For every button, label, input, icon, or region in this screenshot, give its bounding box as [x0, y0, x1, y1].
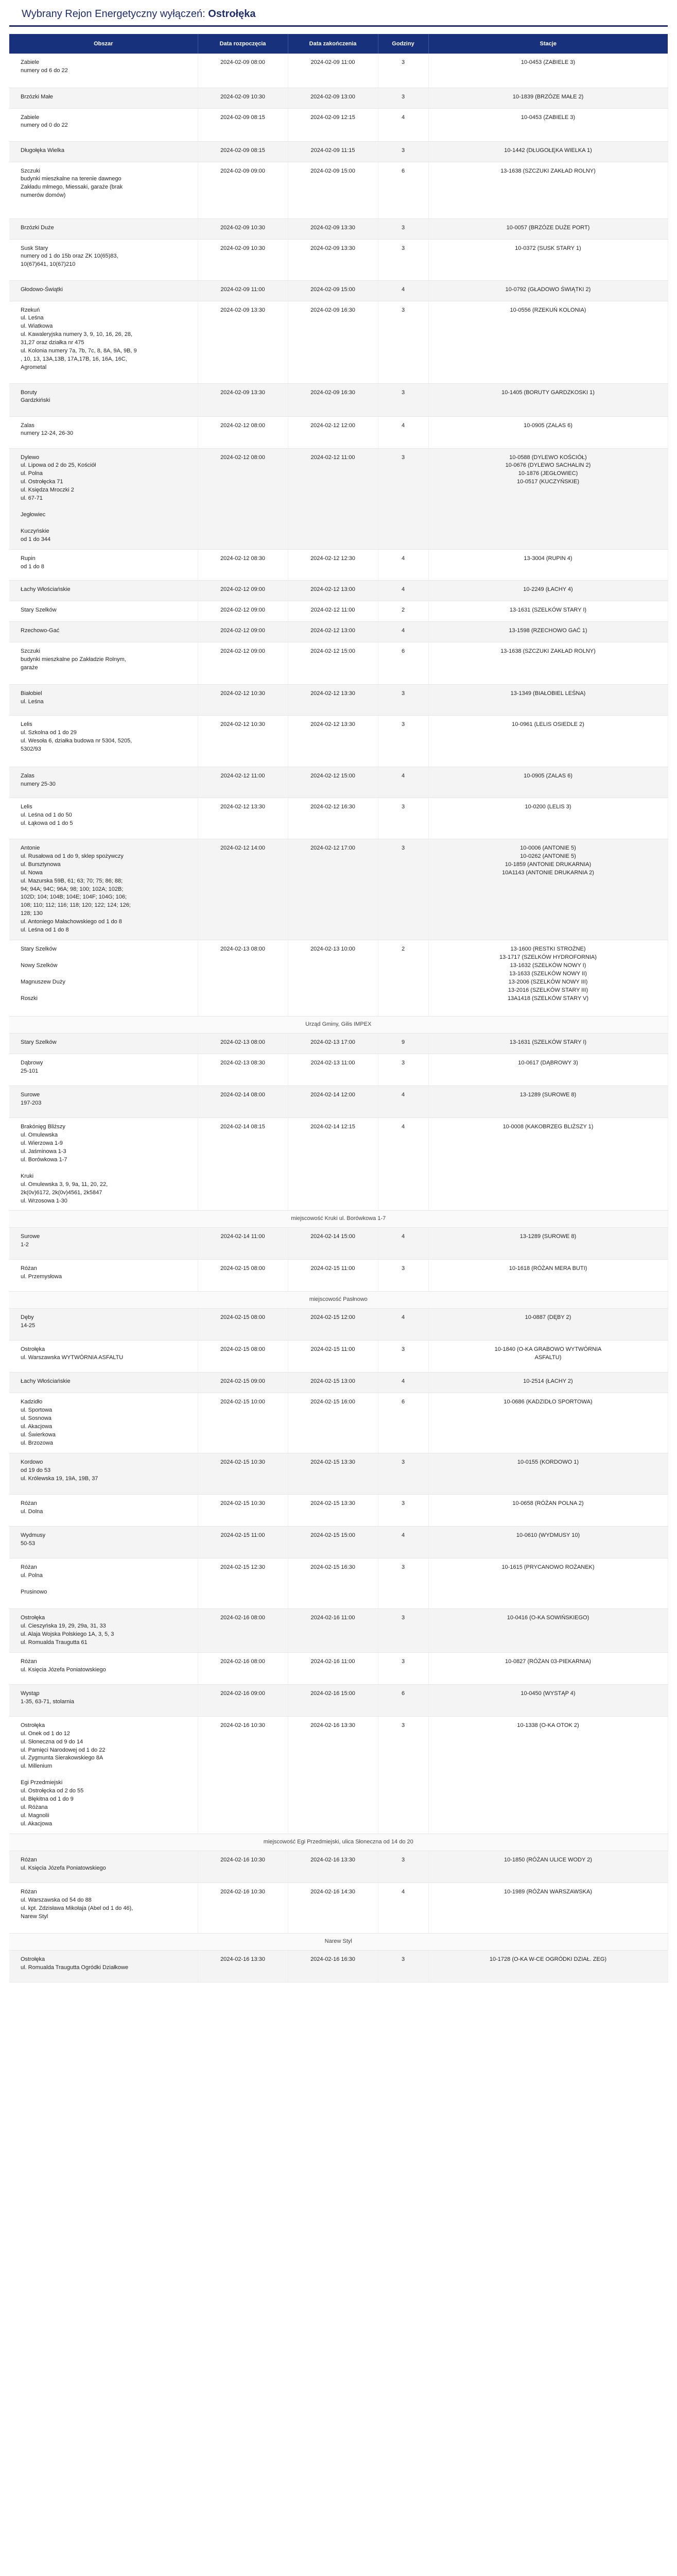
cell-end: 2024-02-16 11:00 — [288, 1608, 378, 1652]
cell-start: 2024-02-09 10:30 — [198, 88, 288, 108]
cell-end: 2024-02-09 16:30 — [288, 301, 378, 383]
table-row — [9, 839, 668, 940]
table-row — [9, 88, 668, 108]
cell-stations: 10-0961 (LELIS OSIEDLE 2) — [428, 715, 668, 767]
cell-hours: 3 — [378, 448, 428, 549]
table-row — [9, 767, 668, 798]
cell-end: 2024-02-12 13:00 — [288, 580, 378, 601]
cell-start: 2024-02-09 08:15 — [198, 108, 288, 141]
table-row — [9, 1608, 668, 1652]
cell-hours: 3 — [378, 715, 428, 767]
cell-stations: 10-0887 (DĘBY 2) — [428, 1309, 668, 1341]
cell-stations: 10-0453 (ZABIELE 3) — [428, 108, 668, 141]
cell-area: Ostrołęka ul. Romualda Traugutta Ogródki Działkowe — [9, 1950, 198, 1982]
cell-area: Surowe 1-2 — [9, 1228, 198, 1260]
column-header-area[interactable]: Obszar — [9, 34, 198, 54]
cell-hours: 6 — [378, 1393, 428, 1453]
table-row — [9, 1228, 668, 1260]
cell-area: Długołęka Wielka — [9, 141, 198, 162]
cell-end: 2024-02-12 15:00 — [288, 767, 378, 798]
cell-area: Zabiele numery od 0 do 22 — [9, 108, 198, 141]
cell-end: 2024-02-15 13:00 — [288, 1372, 378, 1393]
cell-start: 2024-02-12 09:00 — [198, 580, 288, 601]
cell-end: 2024-02-16 16:30 — [288, 1950, 378, 1982]
cell-area: Różan ul. Polna Prusinowo — [9, 1558, 198, 1608]
cell-area: Antonie ul. Rusałowa od 1 do 9, sklep spożywczy ul. Bursztynowa ul. Nowa ul. Mazurska 59B, 61; 63; 70; 75; 86; 88; 94; 94A; 94C; 96A; 98; 100; 102A; 102B; 102D; 104; 104B; 104E; 104F; 104G; 106; 108; 110; 112; 116; 118; 120; 122; 124; 126; 128; 130 ul. Antoniego Małachowskiego od 1 do 8 ul. Leśna od 1 do 8 — [9, 839, 198, 940]
cell-end: 2024-02-09 16:30 — [288, 383, 378, 416]
cell-stations: 13-1638 (SZCZUKI ZAKŁAD ROLNY) — [428, 642, 668, 684]
cell-hours: 3 — [378, 301, 428, 383]
cell-area: Stary Szelków Nowy Szelków Magnuszew Duży Roszki — [9, 940, 198, 1016]
region-name: Ostrołęka — [208, 8, 256, 20]
cell-start: 2024-02-09 08:00 — [198, 54, 288, 88]
cell-stations: 10-0617 (DĄBROWY 3) — [428, 1054, 668, 1086]
cell-stations: 10-0556 (RZEKUŃ KOLONIA) — [428, 301, 668, 383]
cell-end: 2024-02-09 11:00 — [288, 54, 378, 88]
cell-end: 2024-02-14 12:15 — [288, 1118, 378, 1211]
cell-hours: 4 — [378, 1118, 428, 1211]
cell-end: 2024-02-15 11:00 — [288, 1260, 378, 1292]
cell-start: 2024-02-16 09:00 — [198, 1684, 288, 1716]
cell-hours: 4 — [378, 1086, 428, 1118]
cell-area: Kadzidło ul. Sportowa ul. Sosnowa ul. Akacjowa ul. Świerkowa ul. Brzozowa — [9, 1393, 198, 1453]
cell-hours: 4 — [378, 1883, 428, 1933]
cell-hours: 3 — [378, 141, 428, 162]
cell-stations: 10-1405 (BORUTY GARDZKOSKI 1) — [428, 383, 668, 416]
cell-start: 2024-02-12 09:00 — [198, 601, 288, 621]
cell-end: 2024-02-15 16:00 — [288, 1393, 378, 1453]
table-row — [9, 1393, 668, 1453]
cell-stations: 13-3004 (RUPIN 4) — [428, 549, 668, 580]
cell-start: 2024-02-15 11:00 — [198, 1526, 288, 1558]
cell-hours: 4 — [378, 1372, 428, 1393]
cell-area: Zalas numery 25-30 — [9, 767, 198, 798]
cell-start: 2024-02-12 09:00 — [198, 642, 288, 684]
cell-end: 2024-02-14 12:00 — [288, 1086, 378, 1118]
cell-end: 2024-02-15 12:00 — [288, 1309, 378, 1341]
cell-area: Boruty Gardzkiński — [9, 383, 198, 416]
cell-stations: 10-0827 (RÓŻAN 03-PIEKARNIA) — [428, 1652, 668, 1684]
cell-hours: 4 — [378, 280, 428, 301]
cell-end: 2024-02-15 13:30 — [288, 1453, 378, 1494]
cell-end: 2024-02-12 15:00 — [288, 642, 378, 684]
table-row — [9, 1851, 668, 1883]
cell-end: 2024-02-09 13:30 — [288, 239, 378, 280]
cell-hours: 6 — [378, 162, 428, 218]
cell-end: 2024-02-09 15:00 — [288, 280, 378, 301]
column-header-stations[interactable]: Stacje — [428, 34, 668, 54]
cell-stations: 10-2514 (ŁACHY 2) — [428, 1372, 668, 1393]
cell-start: 2024-02-15 12:30 — [198, 1558, 288, 1608]
cell-hours: 3 — [378, 1260, 428, 1292]
cell-area: Łachy Włościańskie — [9, 1372, 198, 1393]
cell-start: 2024-02-14 08:15 — [198, 1118, 288, 1211]
cell-hours: 3 — [378, 239, 428, 280]
cell-start: 2024-02-16 10:30 — [198, 1883, 288, 1933]
header-row — [9, 34, 668, 54]
cell-area: Brzózki Małe — [9, 88, 198, 108]
cell-stations: 10-1442 (DŁUGOŁĘKA WIELKA 1) — [428, 141, 668, 162]
cell-area: Różan ul. Przemysłowa — [9, 1260, 198, 1292]
cell-hours: 3 — [378, 1851, 428, 1883]
cell-end: 2024-02-12 11:00 — [288, 601, 378, 621]
outage-table — [9, 34, 668, 1982]
cell-end: 2024-02-09 15:00 — [288, 162, 378, 218]
cell-end: 2024-02-09 12:15 — [288, 108, 378, 141]
cell-hours: 3 — [378, 1054, 428, 1086]
cell-area: Surowe 197-203 — [9, 1086, 198, 1118]
cell-area: Susk Stary numery od 1 do 15b oraz ZK 10(65)83, 10(67)641, 10(67)210 — [9, 239, 198, 280]
cell-end: 2024-02-15 11:00 — [288, 1341, 378, 1372]
cell-stations: 10-1989 (RÓŻAN WARSZAWSKA) — [428, 1883, 668, 1933]
table-row — [9, 218, 668, 239]
cell-start: 2024-02-15 08:00 — [198, 1260, 288, 1292]
cell-hours: 3 — [378, 88, 428, 108]
cell-hours: 4 — [378, 767, 428, 798]
table-row — [9, 549, 668, 580]
cell-area: Ostrołęka ul. Onek od 1 do 12 ul. Słoneczna od 9 do 14 ul. Pamięci Narodowej od 1 do 22 ul. Zygmunta Sierakowskiego 8A ul. Millenium Egi Przedmiejski ul. Ostrołęcka od 2 do 55 ul. Błękitna od 1 do 9 ul. Różana ul. Magnolii ul. Akacjowa — [9, 1716, 198, 1834]
cell-end: 2024-02-13 17:00 — [288, 1033, 378, 1054]
table-row — [9, 448, 668, 549]
cell-hours: 4 — [378, 416, 428, 448]
cell-start: 2024-02-12 11:00 — [198, 767, 288, 798]
table-row — [9, 141, 668, 162]
cell-stations: 10-0905 (ZALAS 6) — [428, 416, 668, 448]
cell-start: 2024-02-09 10:30 — [198, 218, 288, 239]
cell-hours: 3 — [378, 54, 428, 88]
cell-end: 2024-02-09 13:30 — [288, 218, 378, 239]
cell-stations: 10-0905 (ZALAS 6) — [428, 767, 668, 798]
cell-start: 2024-02-16 08:00 — [198, 1608, 288, 1652]
table-row — [9, 1558, 668, 1608]
cell-hours: 3 — [378, 1716, 428, 1834]
cell-area: Ostrołęka ul. Cieszyńska 19, 29, 29a, 31, 33 ul. Alaja Wojska Polskiego 1A, 3, 5, 3 ul. Romualda Traugutta 61 — [9, 1608, 198, 1652]
cell-end: 2024-02-12 12:00 — [288, 416, 378, 448]
table-row — [9, 1652, 668, 1684]
outage-table-wrapper — [9, 34, 668, 1982]
table-row — [9, 715, 668, 767]
page-title — [9, 0, 668, 27]
cell-stations: 13-1631 (SZELKÓW STARY I) — [428, 1033, 668, 1054]
cell-area: Lelis ul. Leśna od 1 do 50 ul. Łąkowa od 1 do 5 — [9, 798, 198, 839]
separator-label: Urząd Gminy, Gilis IMPEX — [9, 1016, 668, 1033]
cell-start: 2024-02-16 08:00 — [198, 1652, 288, 1684]
table-row — [9, 1950, 668, 1982]
cell-start: 2024-02-12 10:30 — [198, 715, 288, 767]
separator-row — [9, 1016, 668, 1033]
cell-end: 2024-02-14 15:00 — [288, 1228, 378, 1260]
cell-start: 2024-02-09 10:30 — [198, 239, 288, 280]
cell-area: Zabiele numery od 6 do 22 — [9, 54, 198, 88]
table-row — [9, 162, 668, 218]
cell-area: Stary Szelków — [9, 601, 198, 621]
cell-start: 2024-02-16 10:30 — [198, 1851, 288, 1883]
cell-start: 2024-02-16 13:30 — [198, 1950, 288, 1982]
table-row — [9, 54, 668, 88]
table-row — [9, 621, 668, 642]
table-header — [9, 34, 668, 54]
cell-area: Zalas numery 12-24, 26-30 — [9, 416, 198, 448]
cell-hours: 9 — [378, 1033, 428, 1054]
table-row — [9, 1716, 668, 1834]
table-row — [9, 642, 668, 684]
cell-end: 2024-02-12 13:30 — [288, 715, 378, 767]
cell-stations: 10-0450 (WYSTĄP 4) — [428, 1684, 668, 1716]
cell-area: Różan ul. Księcia Józefa Poniatowskiego — [9, 1652, 198, 1684]
cell-stations: 10-1728 (O-KA W-CE OGRÓDKI DZIAŁ. ZEG) — [428, 1950, 668, 1982]
table-body — [9, 54, 668, 1982]
cell-stations: 10-1338 (O-KA OTOK 2) — [428, 1716, 668, 1834]
separator-label: miejscowość Kruki ul. Borówkowa 1-7 — [9, 1211, 668, 1228]
cell-area: Szczuki budynki mieszkalne na terenie dawnego Zakładu mlmego, Miessaki, garaże (brak numerów domów) — [9, 162, 198, 218]
cell-end: 2024-02-12 11:00 — [288, 448, 378, 549]
cell-hours: 2 — [378, 601, 428, 621]
cell-area: Kordowo od 19 do 53 ul. Królewska 19, 19A, 19B, 37 — [9, 1453, 198, 1494]
cell-area: Brakónięg Bliższy ul. Omulewska ul. Wierzowa 1-9 ul. Jaśminowa 1-3 ul. Borówkowa 1-7 Kruki ul. Omulewska 3, 9, 9a, 11, 20, 22, 2k(0v)6172, 2k(0v)4561, 2k5847 ul. Wrzosowa 1-30 — [9, 1118, 198, 1211]
cell-end: 2024-02-16 13:30 — [288, 1716, 378, 1834]
table-row — [9, 580, 668, 601]
cell-stations: 10-0155 (KORDOWO 1) — [428, 1453, 668, 1494]
cell-hours: 2 — [378, 940, 428, 1016]
table-row — [9, 1372, 668, 1393]
column-header-end[interactable]: Data zakończenia — [288, 34, 378, 54]
cell-stations: 10-0610 (WYDMUSY 10) — [428, 1526, 668, 1558]
cell-stations: 10-0453 (ZABIELE 3) — [428, 54, 668, 88]
separator-row — [9, 1834, 668, 1851]
cell-hours: 3 — [378, 839, 428, 940]
table-row — [9, 301, 668, 383]
cell-stations: 10-2249 (ŁACHY 4) — [428, 580, 668, 601]
table-row — [9, 684, 668, 715]
cell-end: 2024-02-12 13:00 — [288, 621, 378, 642]
table-row — [9, 383, 668, 416]
cell-area: Lelis ul. Szkolna od 1 do 29 ul. Wesoła 6, działka budowa nr 5304, 5205, 5302/93 — [9, 715, 198, 767]
cell-stations: 10-0006 (ANTONIE 5) 10-0262 (ANTONIE 5) 10-1859 (ANTONIE DRUKARNIA) 10A1143 (ANTONIE DRUKARNIA 2) — [428, 839, 668, 940]
cell-stations: 13-1631 (SZELKÓW STARY I) — [428, 601, 668, 621]
table-row — [9, 416, 668, 448]
cell-area: Różan ul. Księcia Józefa Poniatowskiego — [9, 1851, 198, 1883]
cell-area: Dylewo ul. Lipowa od 2 do 25, Kościół ul. Polna ul. Ostrołęcka 71 ul. Księdza Mroczki 2 ul. 67-71 Jegłowiec Kuczyńskie od 1 do 344 — [9, 448, 198, 549]
cell-area: Różan ul. Warszawska od 54 do 88 ul. kpt. Zdzisława Mikołaja (Abel od 1 do 46), Narew Styl — [9, 1883, 198, 1933]
cell-hours: 3 — [378, 1608, 428, 1652]
cell-area: Łachy Włościańskie — [9, 580, 198, 601]
table-row — [9, 1033, 668, 1054]
cell-start: 2024-02-12 14:00 — [198, 839, 288, 940]
cell-stations: 13-1349 (BIAŁOBIEL LEŚNA) — [428, 684, 668, 715]
cell-hours: 4 — [378, 549, 428, 580]
cell-hours: 3 — [378, 1494, 428, 1526]
cell-end: 2024-02-12 17:00 — [288, 839, 378, 940]
cell-start: 2024-02-09 13:30 — [198, 383, 288, 416]
cell-end: 2024-02-16 14:30 — [288, 1883, 378, 1933]
cell-area: Stary Szelków — [9, 1033, 198, 1054]
cell-hours: 3 — [378, 218, 428, 239]
cell-hours: 3 — [378, 798, 428, 839]
cell-area: Rupin od 1 do 8 — [9, 549, 198, 580]
column-header-start[interactable]: Data rozpoczęcia — [198, 34, 288, 54]
table-row — [9, 1883, 668, 1933]
cell-start: 2024-02-12 08:00 — [198, 448, 288, 549]
cell-end: 2024-02-16 11:00 — [288, 1652, 378, 1684]
table-row — [9, 940, 668, 1016]
cell-area: Szczuki budynki mieszkalne po Zakładzie Rolnym, garaże — [9, 642, 198, 684]
cell-stations: 10-0588 (DYLEWO KOŚCIÓŁ) 10-0676 (DYLEWO SACHALIN 2) 10-1876 (JEGŁOWIEC) 10-0517 (KUCZYŃSKIE) — [428, 448, 668, 549]
cell-stations: 13-1289 (SUROWE 8) — [428, 1228, 668, 1260]
cell-hours: 4 — [378, 108, 428, 141]
separator-row — [9, 1211, 668, 1228]
cell-hours: 3 — [378, 1558, 428, 1608]
cell-area: Ostrołęka ul. Warszawska WYTWÓRNIA ASFALTU — [9, 1341, 198, 1372]
page-title-prefix: Wybrany Rejon Energetyczny wyłączeń: — [22, 8, 209, 20]
table-row — [9, 1526, 668, 1558]
cell-stations: 10-1618 (RÓŻAN MERA BUTI) — [428, 1260, 668, 1292]
cell-start: 2024-02-15 10:30 — [198, 1453, 288, 1494]
cell-start: 2024-02-13 08:30 — [198, 1054, 288, 1086]
cell-hours: 4 — [378, 621, 428, 642]
cell-stations: 10-0686 (KADZIDŁO SPORTOWA) — [428, 1393, 668, 1453]
cell-hours: 3 — [378, 1453, 428, 1494]
cell-stations: 10-0200 (LELIS 3) — [428, 798, 668, 839]
cell-stations: 13-1638 (SZCZUKI ZAKŁAD ROLNY) — [428, 162, 668, 218]
cell-start: 2024-02-15 10:30 — [198, 1494, 288, 1526]
table-row — [9, 1054, 668, 1086]
cell-hours: 3 — [378, 1341, 428, 1372]
cell-stations: 10-0372 (SUSK STARY 1) — [428, 239, 668, 280]
cell-hours: 3 — [378, 383, 428, 416]
cell-start: 2024-02-09 13:30 — [198, 301, 288, 383]
cell-stations: 10-1850 (RÓŻAN ULICE WODY 2) — [428, 1851, 668, 1883]
table-row — [9, 1309, 668, 1341]
cell-hours: 3 — [378, 684, 428, 715]
table-row — [9, 1453, 668, 1494]
cell-start: 2024-02-12 08:00 — [198, 416, 288, 448]
cell-end: 2024-02-12 12:30 — [288, 549, 378, 580]
cell-area: Wydmusy 50-53 — [9, 1526, 198, 1558]
cell-start: 2024-02-09 09:00 — [198, 162, 288, 218]
cell-stations: 10-1840 (O-KA GRABOWO WYTWÓRNIA ASFALTU) — [428, 1341, 668, 1372]
cell-hours: 4 — [378, 580, 428, 601]
cell-area: Białobiel ul. Leśna — [9, 684, 198, 715]
cell-start: 2024-02-15 09:00 — [198, 1372, 288, 1393]
cell-hours: 3 — [378, 1950, 428, 1982]
table-row — [9, 798, 668, 839]
table-row — [9, 601, 668, 621]
table-row — [9, 1684, 668, 1716]
table-row — [9, 1341, 668, 1372]
cell-hours: 4 — [378, 1228, 428, 1260]
cell-stations: 10-0658 (RÓŻAN POLNA 2) — [428, 1494, 668, 1526]
cell-start: 2024-02-15 08:00 — [198, 1341, 288, 1372]
cell-hours: 4 — [378, 1309, 428, 1341]
cell-start: 2024-02-09 11:00 — [198, 280, 288, 301]
cell-area: Rzechowo-Gać — [9, 621, 198, 642]
separator-row — [9, 1292, 668, 1309]
cell-hours: 6 — [378, 642, 428, 684]
separator-row — [9, 1933, 668, 1950]
cell-start: 2024-02-15 10:00 — [198, 1393, 288, 1453]
column-header-hours[interactable]: Godziny — [378, 34, 428, 54]
cell-stations: 10-1615 (PRYCANOWO ROŻANEK) — [428, 1558, 668, 1608]
cell-hours: 3 — [378, 1652, 428, 1684]
cell-stations: 10-1839 (BRZÓZE MAŁE 2) — [428, 88, 668, 108]
table-row — [9, 239, 668, 280]
cell-stations: 13-1600 (RESTKI STROŻNE) 13-1717 (SZELKÓW HYDROFORNIA) 13-1632 (SZELKÓW NOWY I) 13-1633 (SZELKÓW NOWY II) 13-2006 (SZELKÓW NOWY III) 13-2016 (SZELKÓW STARY III) 13A1418 (SZELKÓW STARY V) — [428, 940, 668, 1016]
cell-area: Dęby 14-25 — [9, 1309, 198, 1341]
cell-start: 2024-02-09 08:15 — [198, 141, 288, 162]
table-row — [9, 108, 668, 141]
cell-start: 2024-02-16 10:30 — [198, 1716, 288, 1834]
cell-start: 2024-02-14 11:00 — [198, 1228, 288, 1260]
cell-hours: 6 — [378, 1684, 428, 1716]
cell-stations: 10-0057 (BRZÓZE DUŻE PORT) — [428, 218, 668, 239]
cell-end: 2024-02-09 13:00 — [288, 88, 378, 108]
table-row — [9, 1494, 668, 1526]
cell-end: 2024-02-16 13:30 — [288, 1851, 378, 1883]
cell-end: 2024-02-15 15:00 — [288, 1526, 378, 1558]
cell-area: Głodowo-Świątki — [9, 280, 198, 301]
cell-start: 2024-02-12 08:30 — [198, 549, 288, 580]
cell-stations: 13-1289 (SUROWE 8) — [428, 1086, 668, 1118]
cell-start: 2024-02-14 08:00 — [198, 1086, 288, 1118]
cell-start: 2024-02-15 08:00 — [198, 1309, 288, 1341]
cell-end: 2024-02-12 16:30 — [288, 798, 378, 839]
separator-label: miejscowość Pasłnowo — [9, 1292, 668, 1309]
table-row — [9, 1118, 668, 1211]
table-row — [9, 280, 668, 301]
table-row — [9, 1260, 668, 1292]
cell-end: 2024-02-15 16:30 — [288, 1558, 378, 1608]
cell-start: 2024-02-12 10:30 — [198, 684, 288, 715]
cell-area: Rzekuń ul. Leśna ul. Wiatkowa ul. Kawaleryjska numery 3, 9, 10, 16, 26, 28, 31,27 oraz działka nr 475 ul. Kolonia numery 7a, 7b, 7c, 8, 8A, 9A, 9B, 9 , 10, 13, 13A,13B, 17A,17B, 16, 16A, 16C, Agrometal — [9, 301, 198, 383]
cell-start: 2024-02-12 13:30 — [198, 798, 288, 839]
cell-hours: 4 — [378, 1526, 428, 1558]
cell-end: 2024-02-09 11:15 — [288, 141, 378, 162]
cell-end: 2024-02-16 15:00 — [288, 1684, 378, 1716]
cell-start: 2024-02-13 08:00 — [198, 1033, 288, 1054]
cell-stations: 10-0008 (KAKOBRZEG BLIŻSZY 1) — [428, 1118, 668, 1211]
cell-end: 2024-02-13 10:00 — [288, 940, 378, 1016]
cell-start: 2024-02-12 09:00 — [198, 621, 288, 642]
cell-area: Brzózki Duże — [9, 218, 198, 239]
cell-stations: 10-0792 (GŁADOWO ŚWIĄTKI 2) — [428, 280, 668, 301]
cell-start: 2024-02-13 08:00 — [198, 940, 288, 1016]
cell-area: Wystąp 1-35, 63-71, stolarnia — [9, 1684, 198, 1716]
cell-end: 2024-02-13 11:00 — [288, 1054, 378, 1086]
cell-end: 2024-02-15 13:30 — [288, 1494, 378, 1526]
cell-area: Dąbrowy 25-101 — [9, 1054, 198, 1086]
cell-stations: 13-1598 (RZECHOWO GAĆ 1) — [428, 621, 668, 642]
separator-label: miejscowość Egi Przedmiejski, ulica Słoneczna od 14 do 20 — [9, 1834, 668, 1851]
separator-label: Narew Styl — [9, 1933, 668, 1950]
cell-end: 2024-02-12 13:30 — [288, 684, 378, 715]
table-row — [9, 1086, 668, 1118]
cell-stations: 10-0416 (O-KA SOWIŃSKIEGO) — [428, 1608, 668, 1652]
cell-area: Różan ul. Dolna — [9, 1494, 198, 1526]
